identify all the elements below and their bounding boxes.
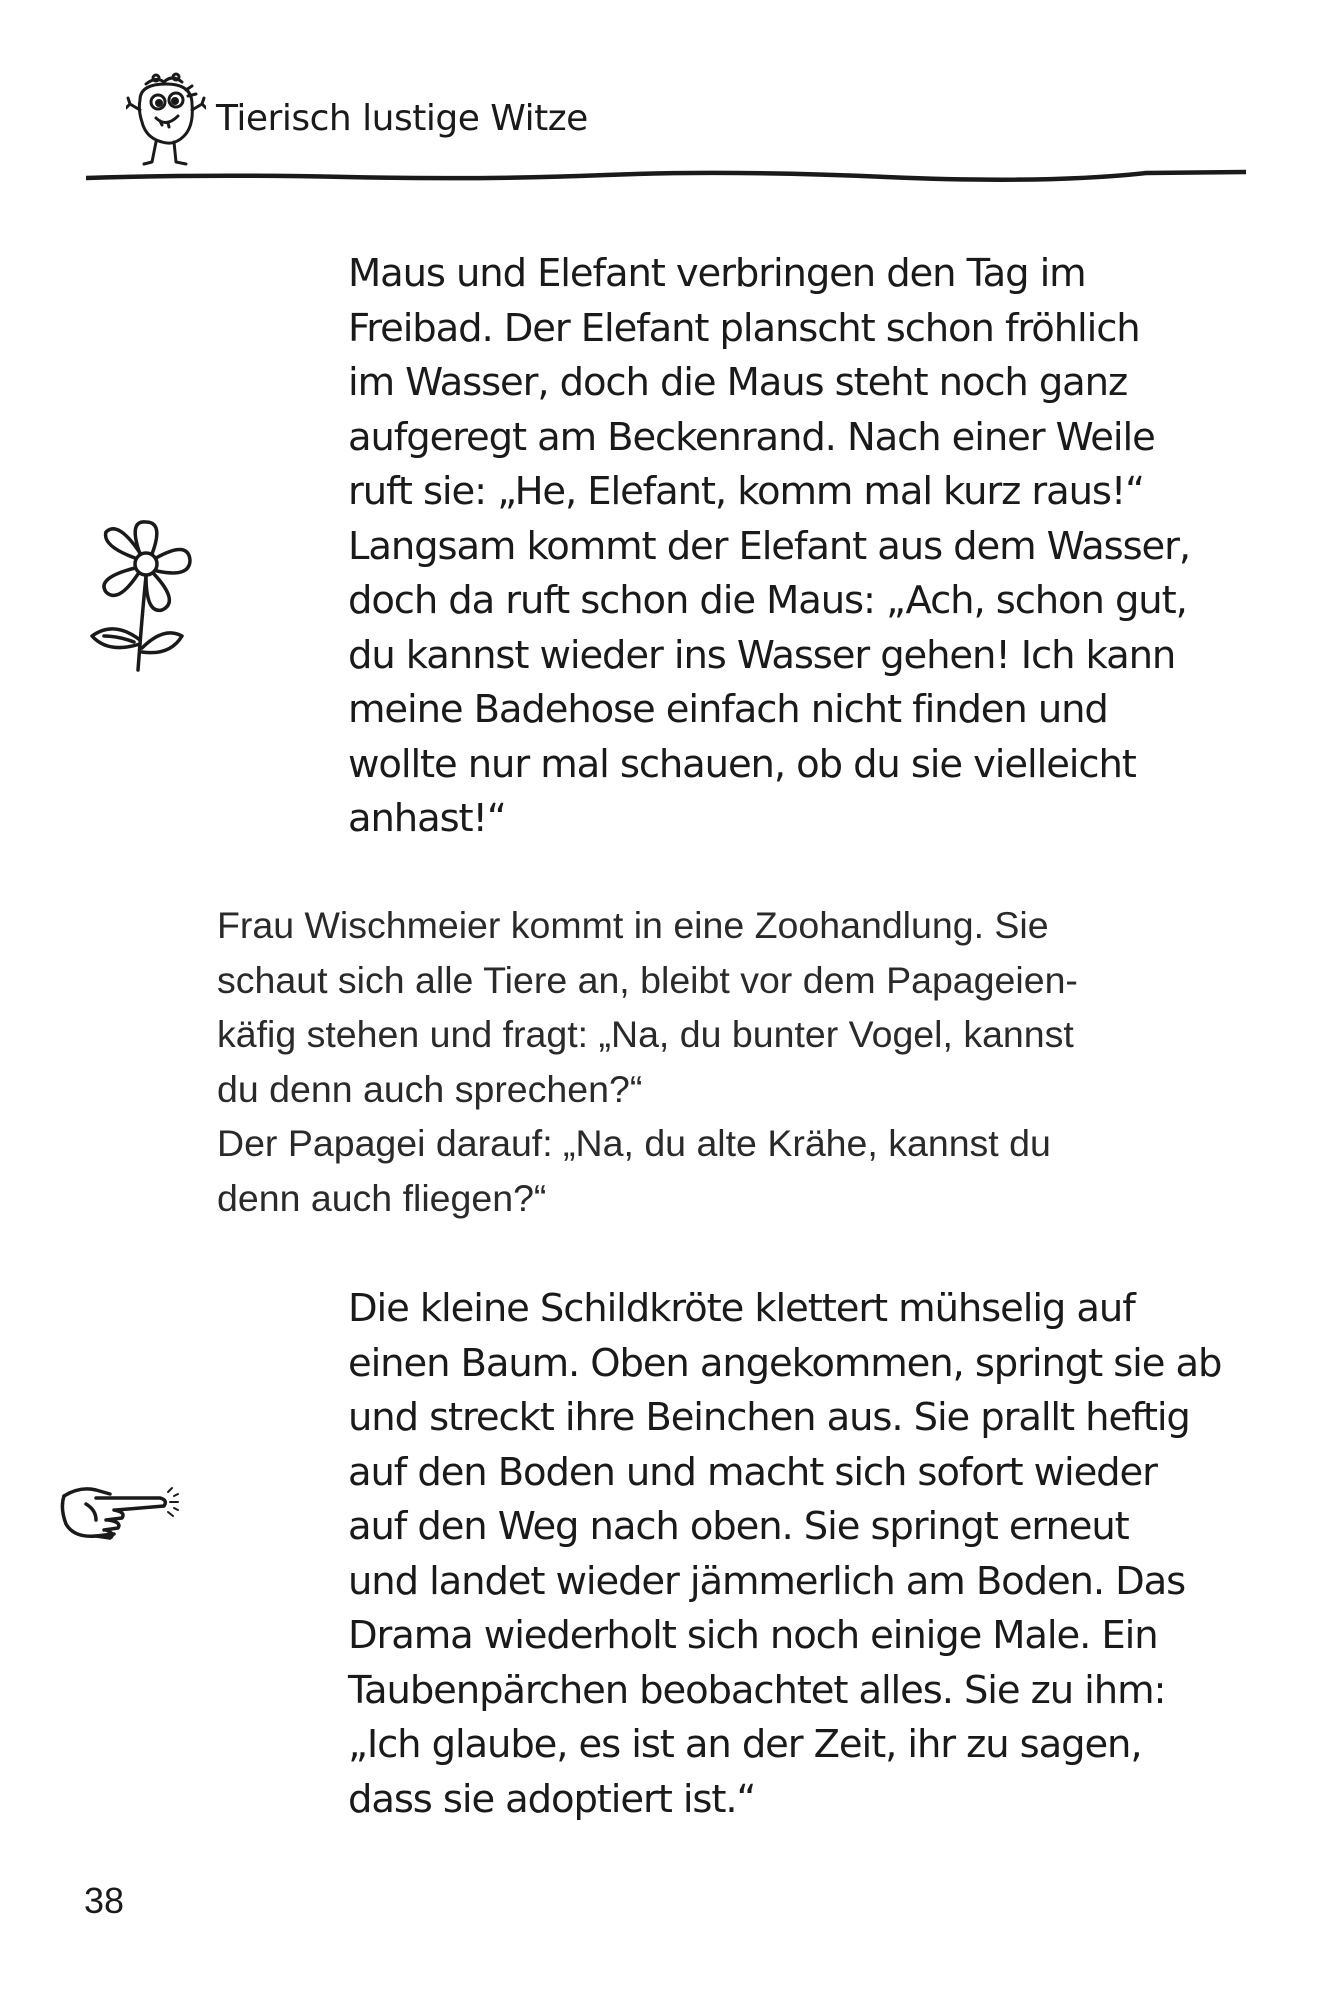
- pointing-hand-icon: [56, 1474, 186, 1544]
- joke-turtle: Die kleine Schildkröte klettert mühselig auf einen Baum. Oben angekommen, springt sie ab und streckt ihre Beinchen aus. Sie prallt heftig auf den Boden und macht sich sofort wieder auf den Weg nach oben. Sie springt erneut und landet wieder jämmerlich am Boden. Das Drama wiederholt sich noch einige Male. Ein Taubenpärchen beobachtet alles. Sie zu ihm: „Ich glaube, es ist an der Zeit, ihr zu sagen, dass sie adoptiert ist.“: [348, 1286, 1222, 1822]
- page-number: 38: [84, 1880, 125, 1921]
- flower-icon: [84, 516, 196, 676]
- header-rule: [86, 168, 1246, 186]
- joke-parrot: Frau Wischmeier kommt in eine Zoohandlung. Sie schaut sich alle Tiere an, bleibt vor dem Papageien- käfig stehen und fragt: „Na, du bunter Vogel, kannst du denn auch sprechen?“ Der Papagei darauf: „Na, du alte Krähe, kannst du denn auch fliegen?“: [217, 904, 1078, 1219]
- page-header: [86, 62, 1246, 192]
- running-title: Tierisch lustige Witze: [216, 98, 588, 139]
- monster-mascot-icon: [126, 70, 206, 170]
- joke-mouse-elephant: Maus und Elefant verbringen den Tag im Freibad. Der Elefant planscht schon fröhlich im Wasser, doch die Maus steht noch ganz aufgeregt am Beckenrand. Nach einer Weile ruft sie: „He, Elefant, komm mal kurz raus!“ Langsam kommt der Elefant aus dem Wasser, doch da ruft schon die Maus: „Ach, schon gut, du kannst wieder ins Wasser gehen! Ich kann meine Badehose einfach nicht finden und wollte nur mal schauen, ob du sie vielleicht anhast!“: [348, 251, 1190, 841]
